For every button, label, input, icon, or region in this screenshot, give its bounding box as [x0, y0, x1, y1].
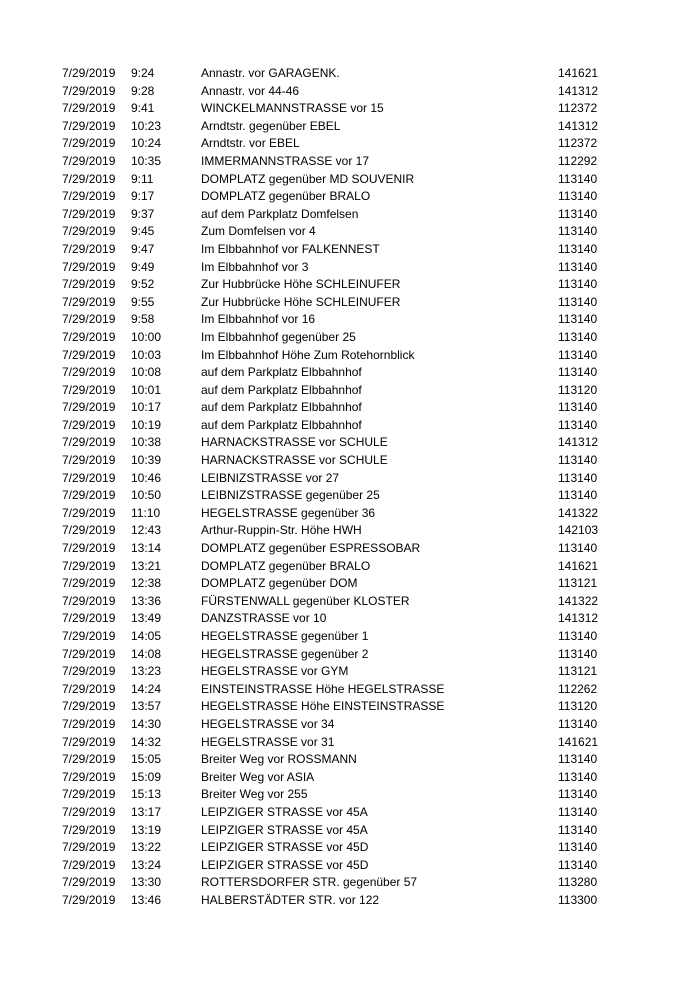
- table-row: [0, 311, 700, 329]
- code-cell: 141621: [558, 734, 599, 749]
- time-cell: 13:21: [131, 558, 162, 573]
- code-cell: 141322: [558, 593, 599, 608]
- time-cell: 9:41: [131, 101, 155, 116]
- code-cell: 113140: [558, 365, 598, 380]
- date-cell: 7/29/2019: [62, 769, 116, 784]
- location-cell: auf dem Parkplatz Elbbahnhof: [201, 400, 362, 415]
- time-cell: 10:24: [131, 136, 162, 151]
- location-cell: Im Elbbahnhof vor 16: [201, 312, 316, 327]
- code-cell: 113140: [558, 189, 598, 204]
- time-cell: 10:46: [131, 470, 162, 485]
- time-cell: 13:30: [131, 875, 162, 890]
- code-cell: 113140: [558, 541, 598, 556]
- code-cell: 113140: [558, 259, 598, 274]
- date-cell: 7/29/2019: [62, 699, 116, 714]
- time-cell: 13:24: [131, 857, 162, 872]
- time-cell: 14:08: [131, 646, 162, 661]
- location-cell: HEGELSTRASSE gegenüber 1: [201, 629, 369, 643]
- time-cell: 9:45: [131, 224, 155, 239]
- date-cell: 7/29/2019: [62, 523, 116, 538]
- date-cell: 7/29/2019: [62, 347, 116, 362]
- time-cell: 14:24: [131, 681, 162, 696]
- code-cell: 113140: [558, 787, 598, 802]
- time-cell: 9:24: [131, 66, 155, 80]
- location-cell: WINCKELMANNSTRASSE vor 15: [201, 101, 384, 116]
- table-row: [0, 698, 700, 716]
- table-row: [0, 487, 700, 505]
- date-cell: 7/29/2019: [62, 629, 116, 643]
- location-cell: LEIPZIGER STRASSE vor 45A: [201, 804, 368, 819]
- time-cell: 11:10: [131, 505, 161, 520]
- date-cell: 7/29/2019: [62, 294, 116, 309]
- code-cell: 113140: [558, 206, 598, 221]
- time-cell: 13:14: [131, 541, 162, 556]
- code-cell: 113140: [558, 822, 598, 837]
- location-cell: Arthur-Ruppin-Str. Höhe HWH: [201, 523, 362, 538]
- table-row: [0, 364, 700, 382]
- table-row: [0, 83, 700, 101]
- date-cell: 7/29/2019: [62, 435, 116, 450]
- code-cell: 113140: [558, 329, 598, 344]
- code-cell: 113140: [558, 171, 598, 186]
- date-cell: 7/29/2019: [62, 259, 116, 274]
- location-cell: HEGELSTRASSE vor GYM: [201, 664, 349, 679]
- time-cell: 9:47: [131, 241, 155, 256]
- table-row: [0, 206, 700, 224]
- table-row: [0, 276, 700, 294]
- date-cell: 7/29/2019: [62, 382, 116, 397]
- date-cell: 7/29/2019: [62, 453, 116, 468]
- time-cell: 13:22: [131, 840, 162, 855]
- date-cell: 7/29/2019: [62, 822, 116, 837]
- code-cell: 113140: [558, 716, 598, 731]
- date-cell: 7/29/2019: [62, 505, 116, 520]
- table-row: [0, 786, 700, 804]
- code-cell: 113140: [558, 224, 598, 239]
- time-cell: 10:03: [131, 347, 162, 362]
- date-cell: 7/29/2019: [62, 189, 116, 204]
- location-cell: DANZSTRASSE vor 10: [201, 611, 327, 626]
- code-cell: 112372: [558, 101, 598, 116]
- code-cell: 113140: [558, 488, 598, 503]
- date-cell: 7/29/2019: [62, 365, 116, 380]
- code-cell: 141312: [558, 83, 599, 98]
- location-cell: Arndtstr. gegenüber EBEL: [201, 118, 341, 133]
- code-cell: 141312: [558, 118, 599, 133]
- time-cell: 13:49: [131, 611, 162, 626]
- table-row: [0, 716, 700, 734]
- date-cell: 7/29/2019: [62, 664, 116, 679]
- date-cell: 7/29/2019: [62, 400, 116, 415]
- date-cell: 7/29/2019: [62, 541, 116, 556]
- location-cell: Zum Domfelsen vor 4: [201, 224, 316, 239]
- table-row: [0, 153, 700, 171]
- table-row: [0, 892, 700, 910]
- time-cell: 9:49: [131, 259, 155, 274]
- time-cell: 13:57: [131, 699, 162, 714]
- code-cell: 113140: [558, 400, 598, 415]
- time-cell: 15:09: [131, 769, 162, 784]
- location-cell: HEGELSTRASSE gegenüber 2: [201, 646, 369, 661]
- table-row: [0, 610, 700, 628]
- location-cell: DOMPLATZ gegenüber BRALO: [201, 189, 371, 204]
- date-cell: 7/29/2019: [62, 611, 116, 626]
- table-row: [0, 118, 700, 136]
- date-cell: 7/29/2019: [62, 118, 116, 133]
- time-cell: 10:38: [131, 435, 162, 450]
- table-row: [0, 822, 700, 840]
- table-row: [0, 470, 700, 488]
- table-row: [0, 558, 700, 576]
- time-cell: 14:05: [131, 629, 162, 643]
- date-cell: 7/29/2019: [62, 171, 116, 186]
- date-cell: 7/29/2019: [62, 329, 116, 344]
- location-cell: Breiter Weg vor ROSSMANN: [201, 752, 357, 767]
- table-row: [0, 223, 700, 241]
- code-cell: 113121: [558, 576, 598, 591]
- location-cell: HEGELSTRASSE gegenüber 36: [201, 505, 376, 520]
- code-cell: 113120: [558, 699, 598, 714]
- table-row: [0, 505, 700, 523]
- time-cell: 9:55: [131, 294, 155, 309]
- date-cell: 7/29/2019: [62, 224, 116, 239]
- time-cell: 10:01: [131, 382, 162, 397]
- location-cell: auf dem Parkplatz Elbbahnhof: [201, 382, 362, 397]
- location-cell: HALBERSTÄDTER STR. vor 122: [201, 892, 380, 907]
- code-cell: 141312: [558, 435, 599, 450]
- time-cell: 13:19: [131, 822, 162, 837]
- code-cell: 141322: [558, 505, 599, 520]
- code-cell: 142103: [558, 523, 599, 538]
- code-cell: 113140: [558, 840, 598, 855]
- code-cell: 113140: [558, 347, 598, 362]
- date-cell: 7/29/2019: [62, 153, 116, 168]
- date-cell: 7/29/2019: [62, 734, 116, 749]
- location-cell: Arndtstr. vor EBEL: [201, 136, 300, 151]
- date-cell: 7/29/2019: [62, 646, 116, 661]
- table-row: [0, 522, 700, 540]
- table-row: [0, 857, 700, 875]
- time-cell: 10:35: [131, 153, 162, 168]
- location-cell: Breiter Weg vor 255: [201, 787, 308, 802]
- time-cell: 15:13: [131, 787, 162, 802]
- code-cell: 112372: [558, 136, 598, 151]
- location-cell: auf dem Parkplatz Elbbahnhof: [201, 417, 362, 432]
- location-cell: LEIPZIGER STRASSE vor 45A: [201, 822, 368, 837]
- date-cell: 7/29/2019: [62, 66, 116, 80]
- time-cell: 13:23: [131, 664, 162, 679]
- time-cell: 13:46: [131, 892, 162, 907]
- date-cell: 7/29/2019: [62, 101, 116, 116]
- code-cell: 112262: [558, 681, 598, 696]
- time-cell: 12:38: [131, 576, 162, 591]
- date-cell: 7/29/2019: [62, 875, 116, 890]
- code-cell: 141621: [558, 558, 599, 573]
- location-cell: Im Elbbahnhof gegenüber 25: [201, 329, 356, 344]
- location-cell: HARNACKSTRASSE vor SCHULE: [201, 435, 388, 450]
- table-row: [0, 452, 700, 470]
- table-row: [0, 294, 700, 312]
- location-cell: Im Elbbahnhof Höhe Zum Rotehornblick: [201, 347, 415, 362]
- code-cell: 113140: [558, 857, 598, 872]
- table-row: [0, 434, 700, 452]
- table-row: [0, 399, 700, 417]
- location-cell: HEGELSTRASSE vor 34: [201, 716, 335, 731]
- table-row: [0, 347, 700, 365]
- time-cell: 10:23: [131, 118, 162, 133]
- code-cell: 113300: [558, 892, 598, 907]
- location-cell: LEIPZIGER STRASSE vor 45D: [201, 840, 369, 855]
- location-cell: Annastr. vor GARAGENK.: [201, 66, 340, 80]
- table-row: [0, 171, 700, 189]
- time-cell: 10:00: [131, 329, 162, 344]
- location-cell: Zur Hubbrücke Höhe SCHLEINUFER: [201, 294, 401, 309]
- date-cell: 7/29/2019: [62, 576, 116, 591]
- table-row: [0, 593, 700, 611]
- location-cell: LEIBNIZSTRASSE vor 27: [201, 470, 340, 485]
- location-cell: LEIBNIZSTRASSE gegenüber 25: [201, 488, 380, 503]
- date-cell: 7/29/2019: [62, 136, 116, 151]
- location-cell: DOMPLATZ gegenüber DOM: [201, 576, 358, 591]
- code-cell: 113280: [558, 875, 598, 890]
- location-cell: HEGELSTRASSE Höhe EINSTEINSTRASSE: [201, 699, 445, 714]
- date-cell: 7/29/2019: [62, 892, 116, 907]
- table-row: [0, 804, 700, 822]
- table-row: [0, 135, 700, 153]
- time-cell: 14:30: [131, 716, 162, 731]
- date-cell: 7/29/2019: [62, 312, 116, 327]
- table-row: [0, 663, 700, 681]
- table-row: [0, 734, 700, 752]
- code-cell: 113140: [558, 629, 598, 643]
- location-cell: HARNACKSTRASSE vor SCHULE: [201, 453, 388, 468]
- location-cell: LEIPZIGER STRASSE vor 45D: [201, 857, 369, 872]
- code-cell: 113121: [558, 664, 598, 679]
- code-cell: 113140: [558, 312, 598, 327]
- table-row: [0, 65, 700, 83]
- location-cell: FÜRSTENWALL gegenüber KLOSTER: [201, 593, 410, 608]
- time-cell: 9:52: [131, 277, 155, 292]
- location-cell: DOMPLATZ gegenüber MD SOUVENIR: [201, 171, 415, 186]
- location-cell: Zur Hubbrücke Höhe SCHLEINUFER: [201, 277, 401, 292]
- time-cell: 9:17: [131, 189, 155, 204]
- time-cell: 13:17: [131, 804, 162, 819]
- table-row: [0, 769, 700, 787]
- time-cell: 9:11: [131, 171, 154, 186]
- date-cell: 7/29/2019: [62, 593, 116, 608]
- date-cell: 7/29/2019: [62, 681, 116, 696]
- date-cell: 7/29/2019: [62, 206, 116, 221]
- code-cell: 113140: [558, 646, 598, 661]
- location-cell: Breiter Weg vor ASIA: [201, 769, 315, 784]
- table-row: [0, 839, 700, 857]
- code-cell: 141621: [558, 66, 599, 80]
- time-cell: 9:58: [131, 312, 155, 327]
- location-cell: DOMPLATZ gegenüber ESPRESSOBAR: [201, 541, 421, 556]
- time-cell: 10:17: [131, 400, 162, 415]
- date-cell: 7/29/2019: [62, 787, 116, 802]
- code-cell: 113140: [558, 752, 598, 767]
- code-cell: 113140: [558, 294, 598, 309]
- table-row: [0, 329, 700, 347]
- time-cell: 10:19: [131, 417, 162, 432]
- code-cell: 141312: [558, 611, 599, 626]
- code-cell: 113140: [558, 769, 598, 784]
- location-cell: DOMPLATZ gegenüber BRALO: [201, 558, 371, 573]
- table-row: [0, 540, 700, 558]
- location-cell: Im Elbbahnhof vor 3: [201, 259, 309, 274]
- table-row: [0, 100, 700, 118]
- time-cell: 14:32: [131, 734, 162, 749]
- table-row: [0, 241, 700, 259]
- time-cell: 10:50: [131, 488, 162, 503]
- date-cell: 7/29/2019: [62, 804, 116, 819]
- location-cell: EINSTEINSTRASSE Höhe HEGELSTRASSE: [201, 681, 445, 696]
- table-row: [0, 259, 700, 277]
- location-cell: IMMERMANNSTRASSE vor 17: [201, 153, 370, 168]
- time-cell: 10:39: [131, 453, 162, 468]
- table-row: [0, 628, 700, 646]
- table-row: [0, 382, 700, 400]
- location-cell: auf dem Parkplatz Domfelsen: [201, 206, 359, 221]
- code-cell: 112292: [558, 153, 598, 168]
- time-cell: 9:37: [131, 206, 155, 221]
- time-cell: 13:36: [131, 593, 162, 608]
- date-cell: 7/29/2019: [62, 277, 116, 292]
- table-row: [0, 417, 700, 435]
- code-cell: 113140: [558, 804, 598, 819]
- date-cell: 7/29/2019: [62, 716, 116, 731]
- date-cell: 7/29/2019: [62, 558, 116, 573]
- location-cell: auf dem Parkplatz Elbbahnhof: [201, 365, 362, 380]
- code-cell: 113140: [558, 417, 598, 432]
- time-cell: 12:43: [131, 523, 162, 538]
- date-cell: 7/29/2019: [62, 417, 116, 432]
- time-cell: 10:08: [131, 365, 162, 380]
- date-cell: 7/29/2019: [62, 488, 116, 503]
- time-cell: 15:05: [131, 752, 162, 767]
- code-cell: 113140: [558, 470, 598, 485]
- date-cell: 7/29/2019: [62, 752, 116, 767]
- date-cell: 7/29/2019: [62, 857, 116, 872]
- table-row: [0, 681, 700, 699]
- location-cell: ROTTERSDORFER STR. gegenüber 57: [201, 875, 418, 890]
- code-cell: 113140: [558, 241, 598, 256]
- location-cell: Annastr. vor 44-46: [201, 83, 300, 98]
- date-cell: 7/29/2019: [62, 241, 116, 256]
- time-cell: 9:28: [131, 83, 155, 98]
- table-row: [0, 575, 700, 593]
- data-table: [0, 65, 700, 910]
- date-cell: 7/29/2019: [62, 470, 116, 485]
- table-row: [0, 751, 700, 769]
- table-row: [0, 874, 700, 892]
- code-cell: 113140: [558, 453, 598, 468]
- date-cell: 7/29/2019: [62, 83, 116, 98]
- table-row: [0, 188, 700, 206]
- table-row: [0, 646, 700, 664]
- location-cell: HEGELSTRASSE vor 31: [201, 734, 335, 749]
- date-cell: 7/29/2019: [62, 840, 116, 855]
- code-cell: 113120: [558, 382, 598, 397]
- location-cell: Im Elbbahnhof vor FALKENNEST: [201, 241, 380, 256]
- code-cell: 113140: [558, 277, 598, 292]
